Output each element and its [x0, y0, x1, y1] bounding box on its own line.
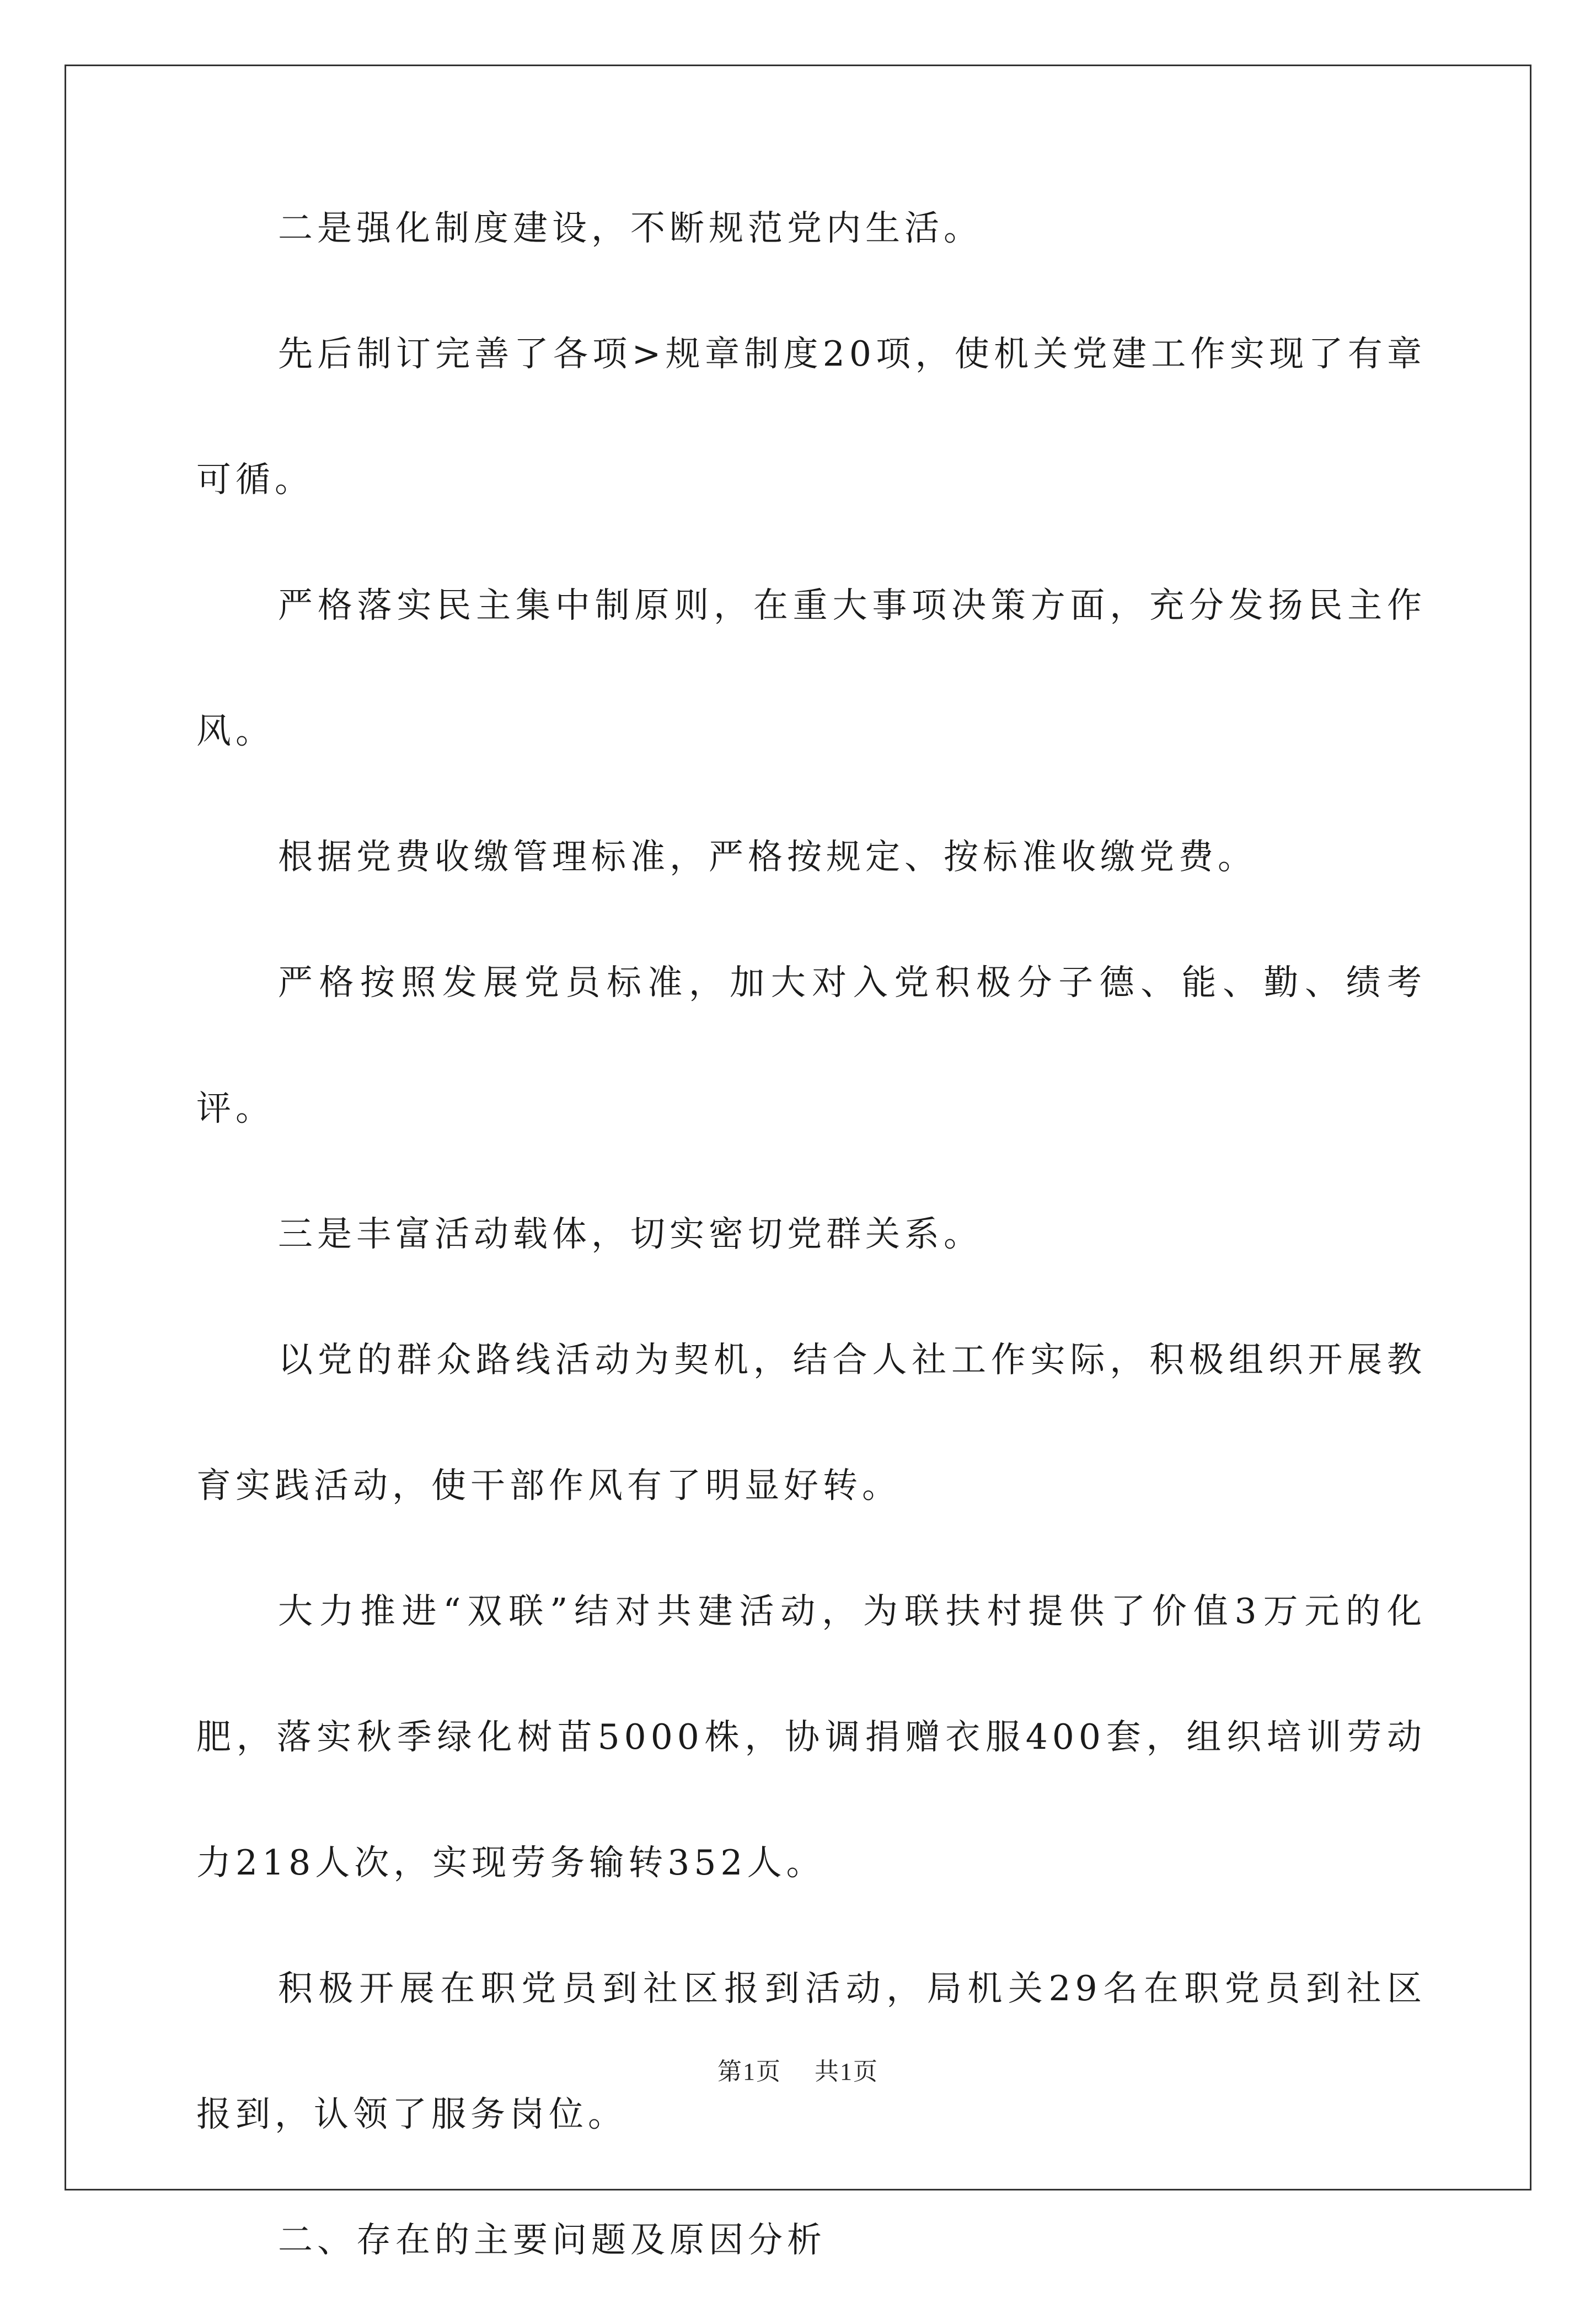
- section-heading: 二、存在的主要问题及原因分析: [278, 2220, 826, 2260]
- document-body: [196, 165, 1426, 2303]
- page-number-total: 共1页: [815, 2058, 879, 2085]
- paragraph: 二是强化制度建设，不断规范党内生活。: [278, 208, 983, 248]
- page-number-current: 第1页: [717, 2058, 781, 2085]
- paragraph: 严格落实民主集中制原则，在重大事项决策方面，充分发扬民主作风。: [196, 585, 1426, 751]
- paragraph: 三是丰富活动载体，切实密切党群关系。: [278, 1214, 983, 1254]
- paragraph: 根据党费收缴管理标准，严格按规定、按标准收缴党费。: [278, 837, 1257, 877]
- paragraph: 大力推进“双联”结对共建活动，为联扶村提供了价值3万元的化肥，落实秋季绿化树苗5000株，协调捐赠衣服400套，组织培训劳动力218人次，实现劳务输转352人。: [196, 1591, 1426, 1883]
- page-footer: [0, 2052, 1596, 2087]
- paragraph: 先后制订完善了各项>规章制度20项，使机关党建工作实现了有章可循。: [196, 334, 1426, 500]
- paragraph: 积极开展在职党员到社区报到活动，局机关29名在职党员到社区报到，认领了服务岗位。: [196, 1968, 1426, 2134]
- paragraph: 以党的群众路线活动为契机，结合人社工作实际，积极组织开展教育实践活动，使干部作风有了明显好转。: [196, 1340, 1426, 1506]
- paragraph: 严格按照发展党员标准，加大对入党积极分子德、能、勤、绩考评。: [196, 962, 1426, 1128]
